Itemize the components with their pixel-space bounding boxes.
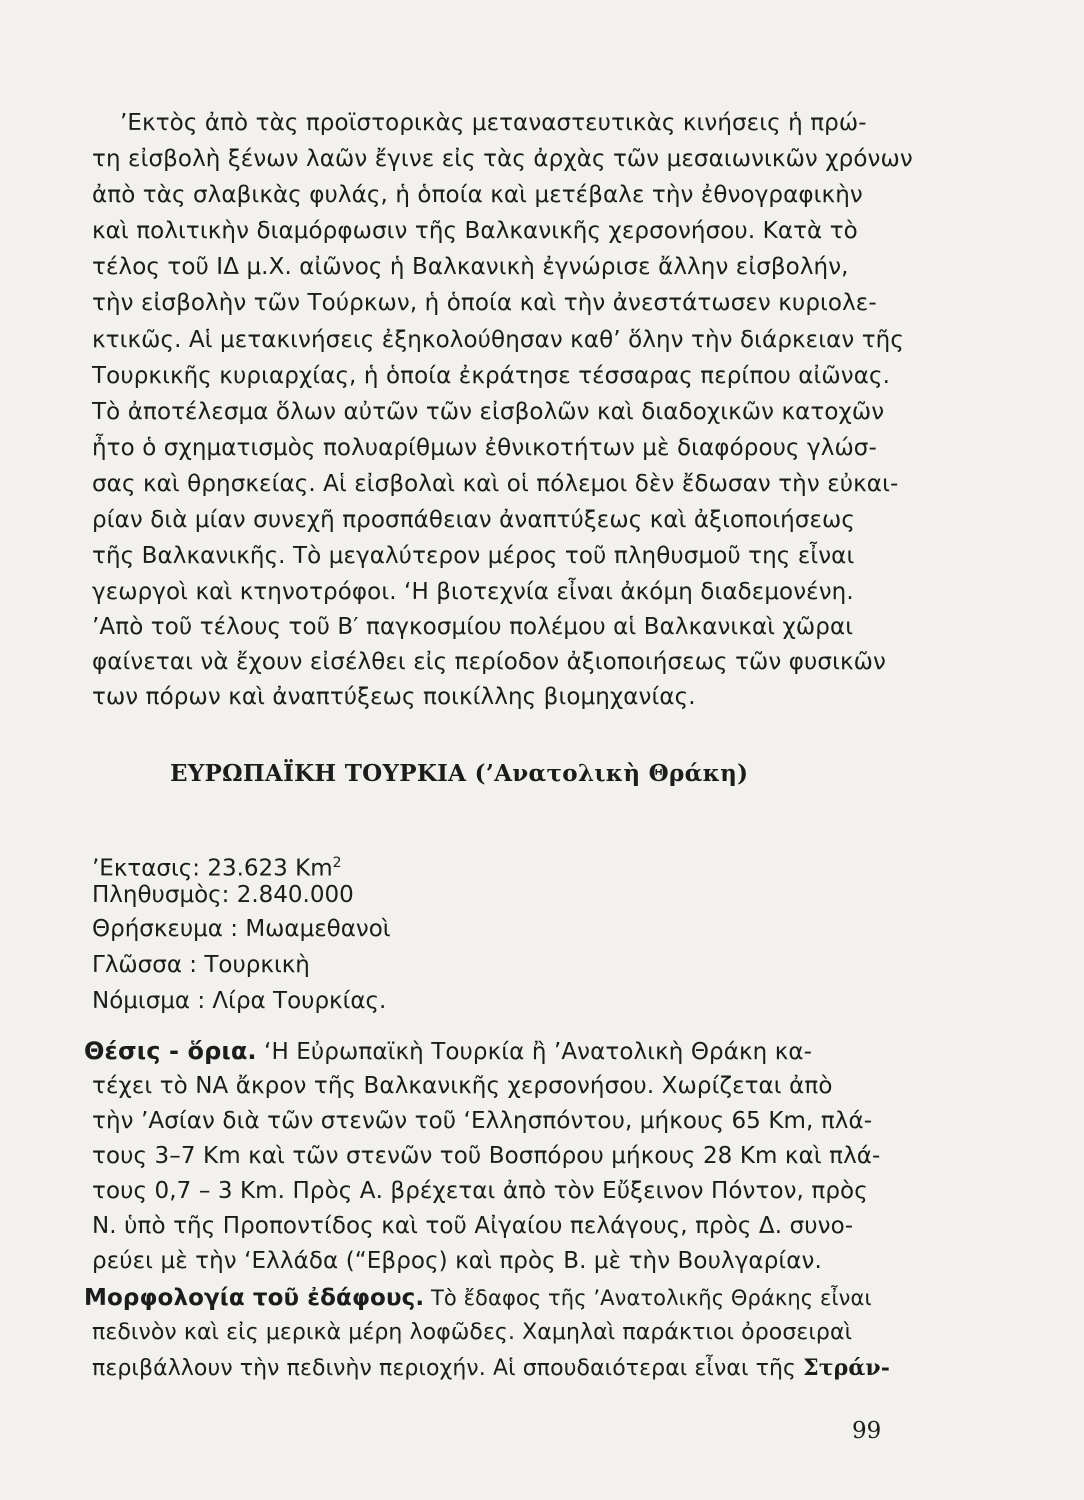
intro-line: τῆς Βαλκανικῆς. Τὸ μεγαλύτερον μέρος τοῦ πληθυσμοῦ της εἶναι (92, 543, 855, 569)
position-first-line-text: ‘Η Εὐρωπαϊκὴ Τουρκία ἢ ’Ανατολικὴ Θράκη κα- (256, 1039, 813, 1065)
intro-line: ἀπὸ τὰς σλαβικὰς φυλάς, ἡ ὁποία καὶ μετέβαλε τὴν ἐθνογραφικὴν (92, 182, 863, 208)
intro-line: ’Απὸ τοῦ τέλους τοῦ Β′ παγκοσμίου πολέμου αἱ Βαλκανικαὶ χῶραι (92, 614, 854, 640)
intro-line: φαίνεται νὰ ἔχουν εἰσέλθει εἰς περίοδον ἀξιοποιήσεως τῶν φυσικῶν (92, 649, 886, 675)
morphology-last-line-text: περιβάλλουν τὴν πεδινὴν περιοχήν. Αἱ σπουδαιότεραι εἶναι τῆς (92, 1356, 804, 1381)
intro-line: σας καὶ θρησκείας. Αἱ εἰσβολαὶ καὶ οἱ πόλεμοι δὲν ἔδωσαν τὴν εὐκαι- (92, 471, 899, 497)
intro-line: Τὸ ἀποτέλεσμα ὅλων αὐτῶν τῶν εἰσβολῶν καὶ διαδοχικῶν κατοχῶν (92, 399, 885, 425)
intro-line: καὶ πολιτικὴν διαμόρφωσιν τῆς Βαλκανικῆς χερσονήσου. Κατὰ τὸ (92, 218, 858, 244)
position-line: Ν. ὑπὸ τῆς Προποντίδος καὶ τοῦ Αἰγαίου πελάγους, πρὸς Δ. συνο- (92, 1213, 854, 1239)
fact-area-unit: Km (295, 855, 333, 882)
intro-line: κτικῶς. Αἱ μετακινήσεις ἐξηκολούθησαν καθ’ ὅλην τὴν διάρκειαν τῆς (92, 327, 904, 353)
morphology-line: πεδινὸν καὶ εἰς μερικὰ μέρη λοφῶδες. Χαμηλαὶ παράκτιοι ὀροσειραὶ (92, 1320, 853, 1345)
position-line: τους 0,7 – 3 Km. Πρὸς Α. βρέχεται ἀπὸ τὸν Εὔξεινον Πόντον, πρὸς (92, 1178, 868, 1204)
position-line: τὴν ’Ασίαν διὰ τῶν στενῶν τοῦ ‘Ελλησπόντου, μήκους 65 Km, πλά- (92, 1108, 873, 1134)
position-line: τους 3–7 Km καὶ τῶν στενῶν τοῦ Βοσπόρου μήκους 28 Km καὶ πλά- (92, 1143, 881, 1169)
intro-line: ρίαν διὰ μίαν συνεχῆ προσπάθειαν ἀναπτύξεως καὶ ἀξιοποιήσεως (92, 507, 856, 533)
page-number: 99 (852, 1418, 882, 1444)
morphology-subheading: Μορφολογία τοῦ ἐδάφους. (84, 1285, 425, 1311)
fact-area-value: 23.623 (207, 855, 288, 882)
fact-currency: Νόμισμα : Λίρα Τουρκίας. (92, 988, 387, 1014)
morphology-last-line (92, 1353, 892, 1384)
intro-line: ἦτο ὁ σχηματισμὸς πολυαρίθμων ἐθνικοτήτων μὲ διαφόρους γλώσ- (92, 435, 877, 461)
fact-population: Πληθυσμὸς: 2.840.000 (92, 882, 354, 908)
section-heading: ΕΥΡΩΠΑΪΚΗ ΤΟΥΡΚΙΑ (’Ανατολικὴ Θράκη) (170, 760, 749, 787)
fact-area-label: ’Εκτασις: (92, 855, 201, 882)
fact-area (92, 848, 342, 884)
intro-line: τέλος τοῦ ΙΔ μ.Χ. αἰῶνος ἡ Βαλκανικὴ ἐγνώρισε ἄλλην εἰσβολήν, (92, 254, 849, 280)
intro-line: τη εἰσβολὴ ξένων λαῶν ἔγινε εἰς τὰς ἀρχὰς τῶν μεσαιωνικῶν χρόνων (92, 146, 913, 172)
intro-line: τὴν εἰσβολὴν τῶν Τούρκων, ἡ ὁποία καὶ τὴν ἀνεστάτωσεν κυριολε- (92, 290, 877, 316)
position-subheading: Θέσις - ὅρια. (84, 1037, 257, 1065)
intro-line: γεωργοὶ καὶ κτηνοτρόφοι. ‘Η βιοτεχνία εἶναι ἀκόμη διαδεμονένη. (92, 579, 854, 605)
fact-area-superscript: 2 (332, 855, 342, 871)
position-line: ρεύει μὲ τὴν ‘Ελλάδα (“Εβρος) καὶ πρὸς Β. μὲ τὴν Βουλγαρίαν. (92, 1248, 822, 1274)
fact-religion: Θρήσκευμα : Μωαμεθανοὶ (92, 916, 391, 942)
position-line: τέχει τὸ ΝΑ ἄκρον τῆς Βαλκανικῆς χερσονήσου. Χωρίζεται ἀπὸ (92, 1073, 833, 1099)
intro-line: Τουρκικῆς κυριαρχίας, ἡ ὁποία ἐκράτησε τέσσαρας περίπου αἰῶνας. (92, 363, 890, 389)
morphology-first-line (84, 1283, 884, 1313)
intro-line: των πόρων καὶ ἀναπτύξεως ποικίλλης βιομηχανίας. (92, 684, 696, 710)
position-first-line (84, 1036, 884, 1067)
morphology-first-line-text: Τὸ ἔδαφος τῆς ’Ανατολικῆς Θράκης εἶναι (424, 1286, 872, 1310)
fact-language: Γλῶσσα : Τουρκικὴ (92, 952, 310, 978)
intro-line: ’Εκτὸς ἀπὸ τὰς προϊστορικὰς μεταναστευτικὰς κινήσεις ἡ πρώ- (120, 110, 867, 136)
morphology-last-line-bold: Στράν- (803, 1355, 891, 1381)
